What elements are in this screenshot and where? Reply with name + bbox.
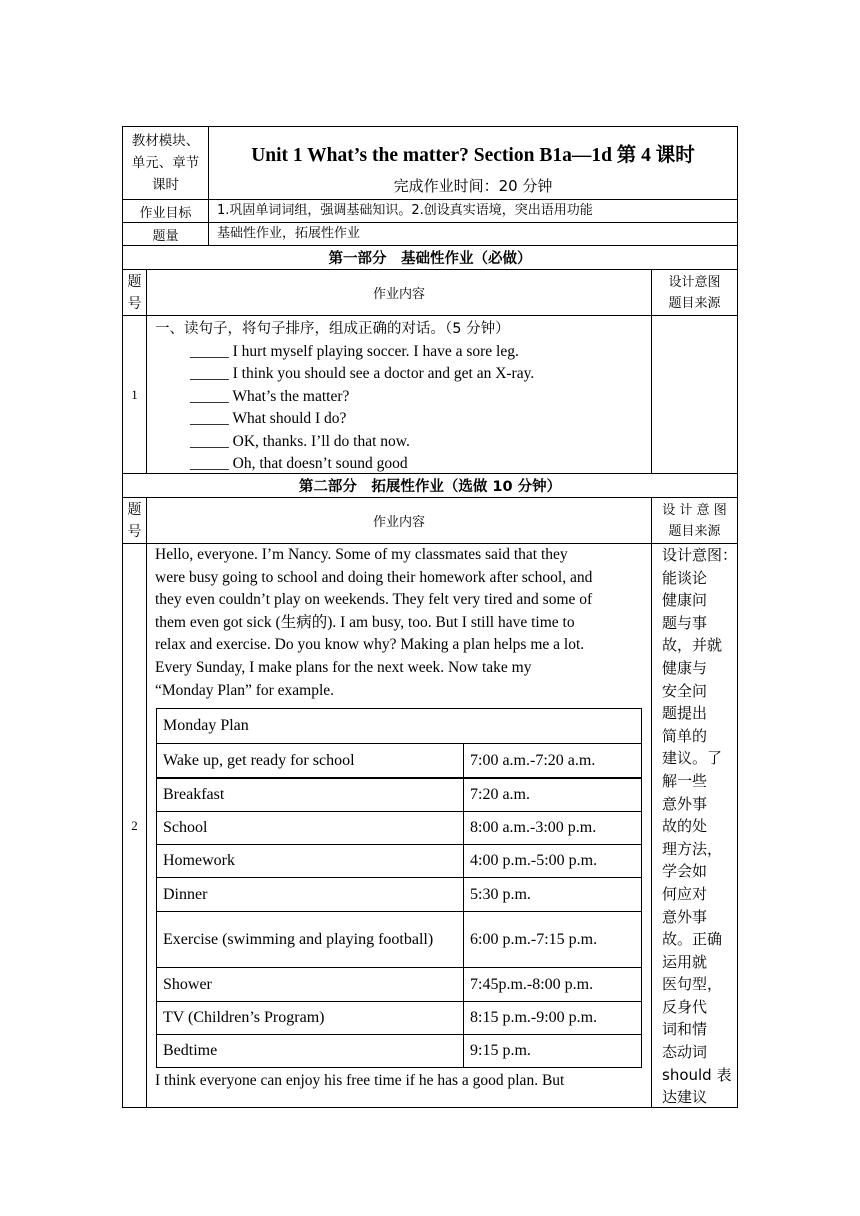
number-header-line: 号 <box>127 523 142 540</box>
purpose-line: 健康问 <box>662 591 708 610</box>
lesson-title: Unit 1 What’s the matter? Section B1a—1d 第 4 课时 <box>251 145 695 166</box>
goal-value: 1.巩固单词词组，强调基础知识。2.创设真实语境，突出语用功能 <box>208 199 738 223</box>
design-purpose <box>662 544 737 1109</box>
plan-activity: Shower <box>156 967 464 1002</box>
design-header-line: 设 计 意 图 <box>662 502 727 518</box>
purpose-line: 反身代 <box>662 997 708 1016</box>
module-label-cell <box>122 126 209 200</box>
sentence-item: _____ What’s the matter? <box>190 387 350 405</box>
module-label-line: 课时 <box>152 177 179 192</box>
sentence-item: _____ Oh, that doesn’t sound good <box>190 455 408 473</box>
plan-activity: Breakfast <box>156 778 464 812</box>
number-header-line: 题 <box>127 501 142 518</box>
passage-line: Hello, everyone. I’m Nancy. Some of my classmates said that they <box>155 546 568 563</box>
plan-activity: Dinner <box>156 877 464 912</box>
plan-title: Monday Plan <box>156 708 642 744</box>
purpose-line: 题提出 <box>662 704 708 723</box>
passage-line: they even couldn’t play on weekends. They felt very tired and some of <box>155 591 593 609</box>
purpose-line: should 表 <box>662 1065 732 1084</box>
part1-sentence-list <box>190 341 534 475</box>
purpose-line: 意外事 <box>662 794 708 813</box>
module-label-line: 单元、章节 <box>131 155 200 170</box>
purpose-line: 安全问 <box>662 681 708 700</box>
sentence-item: _____ OK, thanks. I’ll do that now. <box>190 432 410 450</box>
part2-content-header: 作业内容 <box>146 497 652 544</box>
purpose-line: 运用就 <box>662 952 708 971</box>
purpose-line: 态动词 <box>662 1043 708 1062</box>
part2-question-number: 2 <box>122 543 147 1108</box>
part2-number-header <box>122 497 147 544</box>
purpose-line: 医句型， <box>662 975 723 994</box>
part1-design-cell <box>651 315 738 474</box>
part1-number-header <box>122 269 147 316</box>
design-header-line: 题目来源 <box>668 295 721 311</box>
passage-line: “Monday Plan” for example. <box>155 681 335 699</box>
purpose-line: 题与事 <box>662 613 708 632</box>
plan-activity: Bedtime <box>156 1034 464 1068</box>
purpose-line: 能谈论 <box>662 568 708 587</box>
plan-time: 6:00 p.m.-7:15 p.m. <box>463 911 642 968</box>
number-header-line: 号 <box>127 295 142 312</box>
part1-question-number: 1 <box>122 315 147 474</box>
plan-time: 7:45p.m.-8:00 p.m. <box>463 967 642 1002</box>
part1-content-header: 作业内容 <box>146 269 652 316</box>
part1-instruction: 一、读句子，将句子排序，组成正确的对话。（5 分钟） <box>155 321 510 337</box>
plan-activity: TV (Children’s Program) <box>156 1001 464 1035</box>
purpose-line: 故，并就 <box>662 636 723 655</box>
part1-heading: 第一部分 基础性作业（必做） <box>122 245 738 270</box>
plan-time: 8:15 p.m.-9:00 p.m. <box>463 1001 642 1035</box>
sentence-item: _____ I hurt myself playing soccer. I have a sore leg. <box>190 343 519 360</box>
plan-activity: Exercise (swimming and playing football) <box>156 911 464 968</box>
purpose-line: 故。正确 <box>662 930 723 949</box>
purpose-line: 解一些 <box>662 771 708 790</box>
passage-line: were busy going to school and doing their homework after school, and <box>155 568 593 586</box>
sentence-item: _____ What should I do? <box>190 410 347 428</box>
plan-activity: Homework <box>156 844 464 878</box>
quantity-label: 题量 <box>122 222 209 246</box>
purpose-line: 健康与 <box>662 658 708 677</box>
module-label-line: 教材模块、 <box>131 133 200 148</box>
purpose-line: 设计意图： <box>662 546 738 564</box>
purpose-line: 简单的 <box>662 726 708 745</box>
design-header-line: 题目来源 <box>668 523 721 539</box>
purpose-line: 达建议 <box>662 1088 708 1107</box>
purpose-line: 词和情 <box>662 1020 708 1039</box>
plan-time: 4:00 p.m.-5:00 p.m. <box>463 844 642 878</box>
quantity-value: 基础性作业，拓展性作业 <box>208 222 738 246</box>
plan-time: 7:00 a.m.-7:20 a.m. <box>463 743 642 778</box>
passage-line: relax and exercise. Do you know why? Making a plan helps me a lot. <box>155 636 585 654</box>
purpose-line: 学会如 <box>662 862 708 881</box>
title-cell <box>208 126 738 200</box>
part2-heading: 第二部分 拓展性作业（选做 10 分钟） <box>122 473 738 498</box>
plan-activity: Wake up, get ready for school <box>156 743 464 778</box>
passage-line: Every Sunday, I make plans for the next week. Now take my <box>155 658 532 676</box>
sentence-item: _____ I think you should see a doctor and get an X-ray. <box>190 365 535 383</box>
plan-time: 5:30 p.m. <box>463 877 642 912</box>
plan-activity: School <box>156 811 464 845</box>
purpose-line: 理方法， <box>662 839 723 858</box>
plan-time: 7:20 a.m. <box>463 778 642 812</box>
part2-design-header <box>651 497 738 544</box>
closing-line: I think everyone can enjoy his free time if he has a good plan. But <box>155 1072 565 1089</box>
purpose-line: 故的处 <box>662 817 708 836</box>
purpose-line: 建议。了 <box>662 749 723 768</box>
number-header-line: 题 <box>127 273 142 290</box>
plan-time: 9:15 p.m. <box>463 1034 642 1068</box>
part1-design-header <box>651 269 738 316</box>
time-line: 完成作业时间：20 分钟 <box>393 177 553 195</box>
plan-time: 8:00 a.m.-3:00 p.m. <box>463 811 642 845</box>
part1-question-content <box>146 315 652 474</box>
passage-line: them even got sick (生病的). I am busy, too. But I still have time to <box>155 613 575 631</box>
goal-label: 作业目标 <box>122 199 209 223</box>
purpose-line: 意外事 <box>662 907 708 926</box>
design-header-line: 设计意图 <box>668 274 721 290</box>
passage <box>155 544 592 702</box>
purpose-line: 何应对 <box>662 884 708 903</box>
part2-design-cell <box>651 543 738 1108</box>
